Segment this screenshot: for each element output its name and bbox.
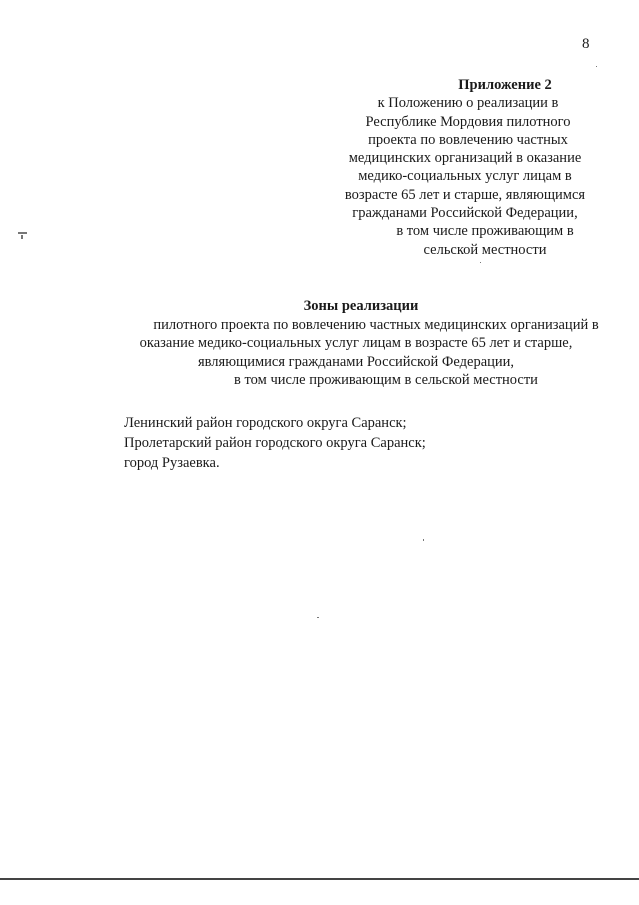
appendix-line: медицинских организаций в оказание	[348, 150, 582, 167]
appendix-line: к Положению о реализации в	[377, 95, 559, 112]
appendix-line: Республике Мордовия пилотного	[365, 113, 571, 130]
page-number: 8	[582, 36, 590, 52]
appendix-line: проекта по вовлечению частных	[368, 131, 568, 148]
scan-speck	[18, 232, 27, 234]
scan-speck	[317, 617, 319, 618]
title-line: в том числе проживающим в сельской местности	[234, 372, 538, 388]
title-heading: Зоны реализации	[303, 298, 419, 314]
scan-speck	[480, 262, 481, 263]
title-line: пилотного проекта по вовлечению частных медицинских организаций в	[153, 316, 599, 333]
appendix-line: медико-социальных услуг лицам в	[358, 168, 572, 185]
appendix-line: в том числе проживающим в	[396, 223, 574, 240]
appendix-heading: Приложение 2	[458, 77, 552, 93]
zone-item: город Рузаевка.	[124, 455, 220, 471]
appendix-line: сельской местности	[423, 241, 547, 258]
title-line: оказание медико-социальных услуг лицам в возрасте 65 лет и старше,	[139, 335, 573, 351]
bottom-scan-edge	[0, 878, 639, 880]
title-line: являющимися гражданами Российской Федерации,	[197, 353, 515, 370]
appendix-header	[320, 76, 610, 259]
zones-list	[124, 413, 426, 473]
appendix-line: гражданами Российской Федерации,	[352, 205, 578, 222]
appendix-line: возрасте 65 лет и старше, являющимся	[344, 186, 586, 203]
scan-speck	[423, 539, 424, 541]
scan-speck	[596, 66, 597, 67]
document-title	[96, 297, 616, 390]
scan-speck	[21, 235, 23, 239]
zone-item: Пролетарский район городского округа Саранск;	[124, 435, 426, 451]
zone-item: Ленинский район городского округа Саранск;	[124, 415, 407, 431]
